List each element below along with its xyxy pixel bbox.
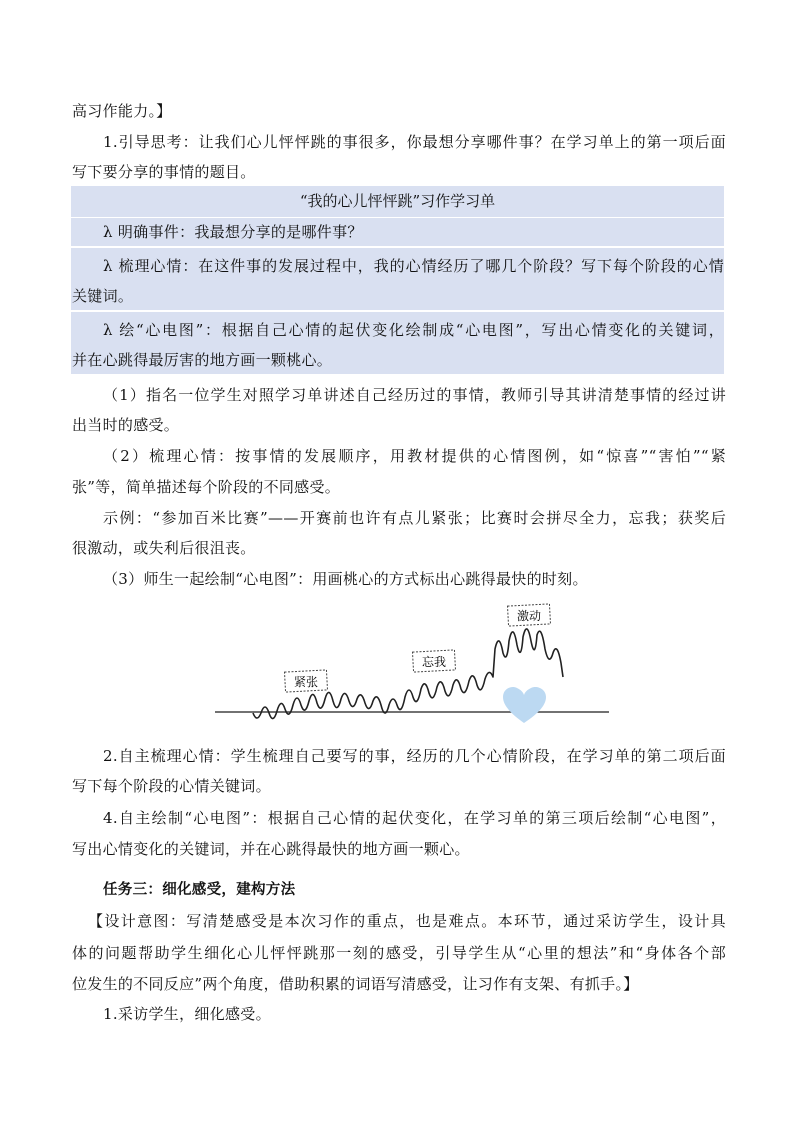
study-worksheet-table: [71, 186, 724, 376]
text-line: 写下要分享的事情的题目。: [72, 163, 256, 181]
text-line: 张”等，简单描述每个阶段的不同感受。: [72, 478, 341, 496]
text-line: （3）师生一起绘制“心电图”：用画桃心的方式标出心跳得最快的时刻。: [103, 570, 588, 588]
keyword-label-selfless: [413, 650, 456, 672]
keyword-text: 忘我: [421, 655, 447, 669]
worksheet-item-text: λ 梳理心情：在这件事的发展过程中，我的心情经历了哪几个阶段？写下每个阶段的心情: [103, 257, 724, 275]
text-line: （1）指名一位学生对照学习单讲述自己经历过的事情，教师引导其讲清楚事情的经过讲: [103, 386, 726, 404]
worksheet-item-text: λ 绘“心电图”：根据自己心情的起伏变化绘制成“心电图”，写出心情变化的关键词，: [103, 321, 724, 339]
text-line: （2）梳理心情：按事情的发展顺序，用教材提供的心情图例，如“惊喜”“害怕”“紧: [103, 447, 726, 465]
worksheet-item-3: [71, 312, 724, 374]
text-line: 1.采访学生，细化感受。: [103, 1005, 271, 1023]
text-line: 【设计意图：写清楚感受是本次习作的重点，也是难点。本环节，通过采访学生，设计具: [88, 912, 726, 930]
worksheet-item-text: λ 明确事件：我最想分享的是哪件事？: [103, 223, 363, 241]
text-line: 1.引导思考：让我们心儿怦怦跳的事很多，你最想分享哪件事？在学习单上的第一项后面: [103, 133, 726, 151]
keyword-label-nervous: [285, 670, 328, 692]
text-line: 很激动，或失利后很沮丧。: [72, 539, 256, 557]
keyword-text: 激动: [516, 609, 542, 623]
worksheet-item-text: 并在心跳得最厉害的地方画一颗桃心。: [72, 351, 333, 369]
text-line: 2.自主梳理心情：学生梳理自己要写的事，经历的几个心情阶段，在学习单的第二项后面: [103, 747, 726, 765]
worksheet-item-text: 关键词。: [72, 287, 134, 305]
text-line: 写下每个阶段的心情关键词。: [72, 777, 271, 795]
text-line: 高习作能力。】: [72, 102, 172, 120]
keyword-text: 紧张: [293, 675, 319, 689]
text-line: 出当时的感受。: [72, 416, 180, 434]
heart-icon: [503, 687, 546, 723]
text-line: 4.自主绘制“心电图”：根据自己心情的起伏变化，在学习单的第三项后绘制“心电图”，: [103, 809, 726, 827]
text-line: 体的问题帮助学生细化心儿怦怦跳那一刻的感受，引导学生从“心里的想法”和“身体各个部: [72, 944, 726, 962]
text-line: 写出心情变化的关键词，并在心跳得最快的地方画一颗心。: [72, 840, 470, 858]
worksheet-title: “我的心儿怦怦跳”习作学习单: [71, 186, 724, 217]
text-line: 示例：“参加百米比赛”——开赛前也许有点儿紧张；比赛时会拼尽全力，忘我；获奖后: [103, 509, 726, 527]
section-heading: 任务三：细化感受，建构方法: [103, 882, 296, 898]
ecg-drawing: [213, 601, 611, 731]
worksheet-item-2: [71, 248, 724, 310]
worksheet-item-1: [71, 218, 724, 246]
text-line: 位发生的不同反应”两个角度，借助积累的词语写清感受，让习作有支架、有抓手。】: [72, 975, 639, 993]
heart-ecg-figure: [213, 601, 611, 731]
keyword-label-excited: [508, 604, 551, 626]
